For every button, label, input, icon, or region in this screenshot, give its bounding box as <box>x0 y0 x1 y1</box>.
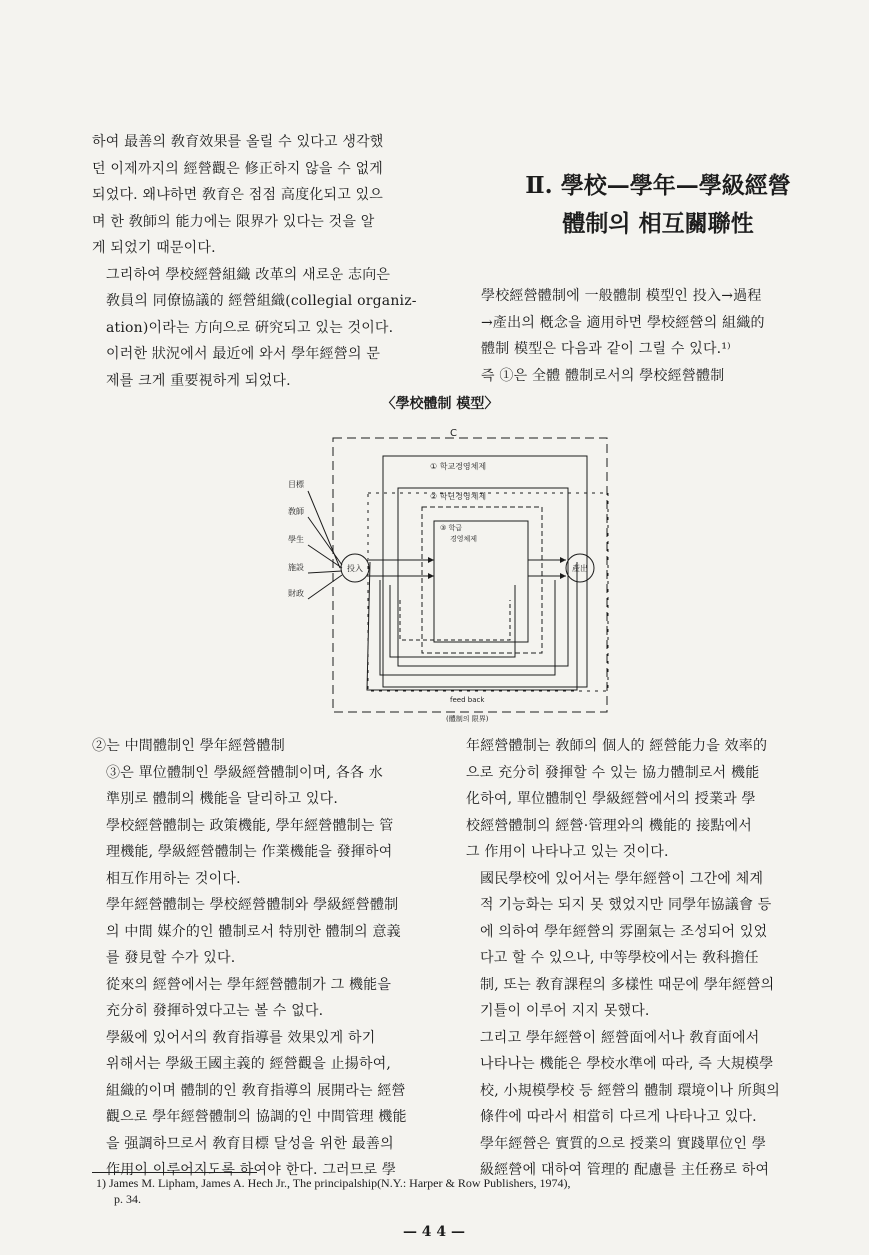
footnote-rule <box>92 1172 257 1173</box>
text-line: 準別로 體制의 機能을 달리하고 있다. <box>106 791 338 807</box>
text-line: ③은 單位體制인 學級經營體制이며, 各各 水 <box>106 764 383 781</box>
input-node-label: 投入 <box>347 564 363 573</box>
text-line: 하여 最善의 敎育效果를 올릴 수 있다고 생각했 <box>92 134 384 150</box>
school-system-model-diagram <box>270 425 620 725</box>
page-number: — 4 4 — <box>402 1224 466 1240</box>
text-line: 그 作用이 나타나고 있는 것이다. <box>466 844 669 860</box>
footnote-line: p. 34. <box>114 1192 141 1206</box>
text-line: 즉 ①은 全體 體制로서의 學校經營體制 <box>481 367 725 384</box>
figure-caption: 〈學校體制 模型〉 <box>381 396 499 412</box>
paragraph <box>92 1025 438 1184</box>
text-line: 되었다. 왜냐하면 敎育은 점점 高度化되고 있으 <box>92 187 384 203</box>
paragraph <box>92 972 438 1025</box>
text-line: 相互作用하는 것이다. <box>106 870 241 887</box>
input-label-student: 學生 <box>288 535 304 544</box>
paragraph <box>92 760 438 813</box>
text-line: 組織的이며 體制的인 敎育指導의 展開라는 經營 <box>106 1082 406 1099</box>
text-line: 적 기능화는 되지 못 했었지만 同學年協議會 등 <box>480 897 772 913</box>
paragraph <box>92 262 448 342</box>
input-label-facility: 施設 <box>288 563 304 572</box>
text-line: 學年經營은 實質的으로 授業의 實踐單位인 學 <box>480 1135 767 1152</box>
paragraph <box>92 892 438 972</box>
input-to-process-arrows <box>369 560 434 576</box>
footnote <box>96 1175 836 1207</box>
text-line: 學年經營體制는 學校經營體制와 學級經營體制 <box>106 897 399 913</box>
text-line: 으로 充分히 發揮할 수 있는 協力體制로서 機能 <box>466 764 760 781</box>
label-grade-system: ② 학년경영체제 <box>430 492 487 501</box>
text-line: 校, 小規模學校 등 經營의 體制 環境이나 所與의 <box>480 1082 780 1099</box>
body-text-top-right <box>467 283 825 389</box>
input-label-teacher: 敎師 <box>288 507 304 516</box>
text-line: 위해서는 學級王國主義的 經營觀을 止揚하여, <box>106 1056 392 1072</box>
paragraph <box>466 733 822 866</box>
paragraph <box>92 129 448 262</box>
text-line: 기틀이 이루어 지지 못했다. <box>480 1003 650 1019</box>
box-school-system <box>383 456 587 687</box>
paragraph <box>466 866 822 1025</box>
text-line: 며 한 敎師의 能力에는 限界가 있다는 것을 알 <box>92 213 375 230</box>
text-line: 條件에 따라서 相當히 다르게 나타나고 있다. <box>480 1109 757 1125</box>
text-line: 制, 또는 敎育課程의 多樣性 때문에 學年經營의 <box>480 976 775 993</box>
text-line: 觀으로 學年經營體制의 協調的인 中間管理 機能 <box>106 1109 407 1125</box>
section-title-line2: 體制의 相互關聯性 <box>562 210 754 237</box>
text-line: 나타나는 機能은 學校水準에 따라, 즉 大規模學 <box>480 1056 774 1072</box>
box-class-system <box>434 521 528 642</box>
text-line: 다고 할 수 있으나, 中等學校에서는 敎科擔任 <box>480 950 759 966</box>
text-line: 學校經營體制는 政策機能, 學年經營體制는 管 <box>106 817 394 834</box>
text-line: 던 이제까지의 經營觀은 修正하지 않을 수 없게 <box>92 160 384 177</box>
outer-dotted-box <box>368 493 608 691</box>
label-class-system-1: ③ 학급 <box>440 524 463 532</box>
text-line: 의 中間 媒介的인 體制로서 特別한 體制의 意義 <box>106 923 401 940</box>
feedback-loop-line-3 <box>390 585 515 657</box>
boundary-label: (體制의 限界) <box>446 715 489 723</box>
body-text-top-left <box>92 129 448 394</box>
text-line: 級經營에 대하여 管理的 配慮를 主任務로 하여 <box>480 1162 770 1178</box>
diagram-top-letter: C <box>450 428 457 439</box>
text-line: 化하여, 單位體制인 學級經營에서의 授業과 學 <box>466 791 756 807</box>
feedback-loop-line-2 <box>380 580 555 675</box>
section-title-line1: Ⅱ. 學校—學年—學級經營 <box>525 172 791 199</box>
text-line: →產出의 槪念을 適用하면 學校經營의 組織的 <box>481 314 765 331</box>
label-class-system-2: 경영체제 <box>450 535 478 543</box>
text-line: 그리고 學年經營이 經營面에서나 敎育面에서 <box>480 1029 760 1046</box>
boundary-box-dashed <box>333 438 607 712</box>
text-line: ②는 中間體制인 學年經營體制 <box>92 738 285 754</box>
text-line: 作用이 이루어지도록 하여야 한다. 그러므로 學 <box>106 1162 397 1178</box>
text-line: 을 强調하므로서 敎育目標 달성을 위한 最善의 <box>106 1135 394 1152</box>
paragraph <box>92 813 438 893</box>
text-line: 제를 크게 重要視하게 되었다. <box>106 372 291 389</box>
text-line: 게 되었기 때문이다. <box>92 240 216 256</box>
text-line: 學級에 있어서의 敎育指導를 效果있게 하기 <box>106 1029 376 1046</box>
text-line: 年經營體制는 敎師의 個人的 經營能力을 效率的 <box>466 738 768 754</box>
paragraph <box>467 283 825 363</box>
feedback-loop-line-4 <box>400 600 510 640</box>
paragraph <box>467 363 825 390</box>
text-line: 그리하여 學校經營組織 改革의 새로운 志向은 <box>106 266 391 283</box>
text-line: 校經營體制의 經營·管理와의 機能的 接點에서 <box>466 817 753 834</box>
output-node-label: 產出 <box>572 564 588 573</box>
feedback-label: feed back <box>450 696 485 704</box>
text-line: 學校經營體制에 一般體制 模型인 投入→過程 <box>481 288 762 304</box>
text-line: 에 의하여 學年經營의 雰圍氣는 조성되어 있었 <box>480 923 768 940</box>
text-line: ation)이라는 方向으로 硏究되고 있는 것이다. <box>106 319 394 336</box>
text-line: 를 發見할 수가 있다. <box>106 950 236 966</box>
text-line: 敎員의 同僚協議的 經營組織(collegial organiz- <box>106 293 417 309</box>
text-line: 國民學校에 있어서는 學年經營이 그간에 체계 <box>480 870 764 887</box>
text-line: 充分히 發揮하였다고는 볼 수 없다. <box>106 1003 324 1019</box>
input-lines <box>308 491 342 599</box>
text-line: 이러한 狀況에서 最近에 와서 學年經營의 문 <box>106 346 381 362</box>
footnote-line: 1) James M. Lipham, James A. Hech Jr., The principalship(N.Y.: Harper & Row Publishers, 1974), <box>96 1176 571 1190</box>
text-line: 體制 模型은 다음과 같이 그릴 수 있다.¹⁾ <box>481 341 731 357</box>
text-line: 理機能, 學級經營體制는 作業機能을 發揮하여 <box>106 844 393 860</box>
paragraph <box>92 341 448 394</box>
body-text-bottom-left <box>92 733 438 1184</box>
label-school-system: ① 학교경영체제 <box>430 462 487 471</box>
body-text-bottom-right <box>466 733 822 1184</box>
paragraph <box>92 733 438 760</box>
text-line: 從來의 經營에서는 學年經營體制가 그 機能을 <box>106 976 392 993</box>
input-label-goal: 目標 <box>288 480 304 489</box>
input-label-finance: 財政 <box>288 589 304 598</box>
paragraph <box>466 1025 822 1131</box>
